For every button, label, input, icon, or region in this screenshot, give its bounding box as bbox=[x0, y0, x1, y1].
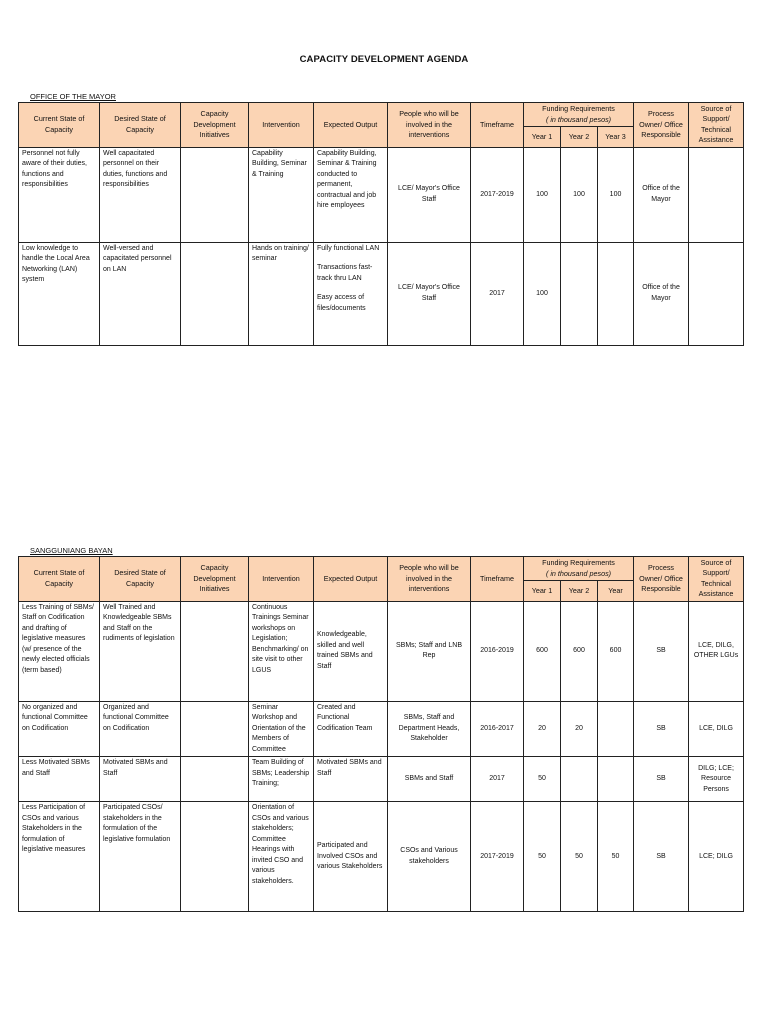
header-funding-sub: ( in thousand pesos) bbox=[545, 568, 612, 578]
cell-output bbox=[314, 802, 388, 912]
table-row bbox=[19, 701, 744, 757]
cell-year2: 100 bbox=[561, 147, 598, 242]
table-row bbox=[19, 242, 744, 345]
header-intervention: Intervention bbox=[249, 103, 314, 148]
header-expected-output: Expected Output bbox=[314, 557, 388, 602]
header-expected-output: Expected Output bbox=[314, 103, 388, 148]
header-people: People who will be involved in the interventions bbox=[388, 557, 471, 602]
header-process-owner: Process Owner/ Office Responsible bbox=[634, 557, 689, 602]
cell-year1: 600 bbox=[524, 601, 561, 701]
header-timeframe: Timeframe bbox=[471, 557, 524, 602]
cell-initiatives bbox=[181, 802, 249, 912]
header-funding bbox=[524, 557, 634, 581]
header-funding-label: Funding Requirements bbox=[542, 558, 615, 568]
header-source-support: Source of Support/ Technical Assistance bbox=[689, 103, 744, 148]
header-year1: Year 1 bbox=[524, 127, 561, 147]
cell-support bbox=[689, 242, 744, 345]
header-timeframe: Timeframe bbox=[471, 103, 524, 148]
header-desired-state: Desired State of Capacity bbox=[100, 103, 181, 148]
cell-intervention: Seminar Workshop and Orientation of the Members of Committee bbox=[249, 701, 314, 757]
cell-year3 bbox=[598, 701, 634, 757]
agenda-table-sangguniang bbox=[18, 556, 744, 912]
cell-current: Less Motivated SBMs and Staff bbox=[19, 757, 100, 802]
cell-initiatives bbox=[181, 757, 249, 802]
document-title: CAPACITY DEVELOPMENT AGENDA bbox=[299, 54, 469, 65]
cell-year3 bbox=[598, 242, 634, 345]
output-line: Transactions fast-track thru LAN bbox=[317, 264, 373, 282]
cell-current: Low knowledge to handle the Local Area Networking (LAN) system bbox=[19, 242, 100, 345]
cell-desired: Motivated SBMs and Staff bbox=[100, 757, 181, 802]
cell-output bbox=[314, 757, 388, 802]
section-label-mayor: OFFICE OF THE MAYOR bbox=[30, 92, 116, 101]
cell-timeframe: 2017 bbox=[471, 242, 524, 345]
cell-intervention: Orientation of CSOs and various stakeholders; Committee Hearings with invited CSO and various stakeholders. bbox=[249, 802, 314, 912]
cell-owner: SB bbox=[634, 757, 689, 802]
header-year3: Year 3 bbox=[598, 127, 634, 147]
table-row bbox=[19, 601, 744, 701]
cell-timeframe: 2016-2017 bbox=[471, 701, 524, 757]
cell-desired: Well-versed and capacitated personnel on LAN bbox=[100, 242, 181, 345]
cell-intervention: Capability Building, Seminar & Training bbox=[249, 147, 314, 242]
cell-year2 bbox=[561, 757, 598, 802]
header-funding-sub: ( in thousand pesos) bbox=[545, 114, 612, 124]
cell-year2: 20 bbox=[561, 701, 598, 757]
cell-owner: SB bbox=[634, 701, 689, 757]
cell-people: SBMs, Staff and Department Heads, Stakeholder bbox=[388, 701, 471, 757]
cell-year1: 20 bbox=[524, 701, 561, 757]
header-current-state: Current State of Capacity bbox=[19, 103, 100, 148]
cell-year1: 50 bbox=[524, 757, 561, 802]
cell-desired: Organized and functional Committee on Codification bbox=[100, 701, 181, 757]
cell-output bbox=[314, 242, 388, 345]
cell-timeframe: 2016-2019 bbox=[471, 601, 524, 701]
cell-year3 bbox=[598, 757, 634, 802]
cell-initiatives bbox=[181, 147, 249, 242]
cell-current: No organized and functional Committee on Codification bbox=[19, 701, 100, 757]
cell-year3: 100 bbox=[598, 147, 634, 242]
header-initiatives: Capacity Development Initiatives bbox=[181, 557, 249, 602]
cell-intervention: Team Building of SBMs; Leadership Training; bbox=[249, 757, 314, 802]
cell-year1: 100 bbox=[524, 242, 561, 345]
cell-initiatives bbox=[181, 701, 249, 757]
cell-support: LCE, DILG, OTHER LGUs bbox=[689, 601, 744, 701]
cell-support: LCE; DILG bbox=[689, 802, 744, 912]
table-row bbox=[19, 757, 744, 802]
cell-desired: Well capacitated personnel on their duties, functions and responsibilities bbox=[100, 147, 181, 242]
header-funding bbox=[524, 103, 634, 127]
cell-owner: Office of the Mayor bbox=[634, 242, 689, 345]
cell-owner: SB bbox=[634, 601, 689, 701]
cell-owner: Office of the Mayor bbox=[634, 147, 689, 242]
output-line: Capability Building, Seminar & Training conducted to permanent, contractual and job hire employees bbox=[317, 149, 377, 210]
cell-people: SBMs; Staff and LNB Rep bbox=[388, 601, 471, 701]
output-line: Easy access of files/documents bbox=[317, 294, 366, 312]
cell-year1: 100 bbox=[524, 147, 561, 242]
header-initiatives: Capacity Development Initiatives bbox=[181, 103, 249, 148]
cell-desired: Participated CSOs/ stakeholders in the formulation of the legislative formulation bbox=[100, 802, 181, 912]
cell-timeframe: 2017-2019 bbox=[471, 802, 524, 912]
cell-output bbox=[314, 601, 388, 701]
output-line: Participated and Involved CSOs and various Stakeholders bbox=[317, 842, 383, 870]
header-year3: Year bbox=[598, 581, 634, 601]
cell-support: LCE, DILG bbox=[689, 701, 744, 757]
cell-people: SBMs and Staff bbox=[388, 757, 471, 802]
cell-year2 bbox=[561, 242, 598, 345]
cell-current: Less Participation of CSOs and various Stakeholders in the formulation of legislative measures bbox=[19, 802, 100, 912]
header-year2: Year 2 bbox=[561, 127, 598, 147]
cell-year3: 50 bbox=[598, 802, 634, 912]
header-desired-state: Desired State of Capacity bbox=[100, 557, 181, 602]
output-line: Fully functional LAN bbox=[317, 244, 380, 252]
header-source-support: Source of Support/ Technical Assistance bbox=[689, 557, 744, 602]
cell-people: LCE/ Mayor's Office Staff bbox=[388, 147, 471, 242]
output-line: Motivated SBMs and Staff bbox=[317, 759, 382, 777]
cell-year2: 50 bbox=[561, 802, 598, 912]
cell-desired: Well Trained and Knowledgeable SBMs and Staff on the rudiments of legislation bbox=[100, 601, 181, 701]
cell-people: CSOs and Various stakeholders bbox=[388, 802, 471, 912]
cell-timeframe: 2017 bbox=[471, 757, 524, 802]
cell-output bbox=[314, 701, 388, 757]
cell-people: LCE/ Mayor's Office Staff bbox=[388, 242, 471, 345]
cell-initiatives bbox=[181, 242, 249, 345]
cell-year3: 600 bbox=[598, 601, 634, 701]
agenda-table-mayor bbox=[18, 102, 744, 346]
header-current-state: Current State of Capacity bbox=[19, 557, 100, 602]
cell-current: Personnel not fully aware of their duties, functions and responsibilities bbox=[19, 147, 100, 242]
table-row bbox=[19, 802, 744, 912]
header-year1: Year 1 bbox=[524, 581, 561, 601]
cell-support bbox=[689, 147, 744, 242]
header-funding-label: Funding Requirements bbox=[542, 104, 615, 114]
cell-intervention: Hands on training/ seminar bbox=[249, 242, 314, 345]
section-label-sangguniang: SANGGUNIANG BAYAN bbox=[30, 546, 113, 555]
cell-year1: 50 bbox=[524, 802, 561, 912]
output-line: Knowledgeable, skilled and well trained SBMs and Staff bbox=[317, 631, 373, 670]
header-process-owner: Process Owner/ Office Responsible bbox=[634, 103, 689, 148]
header-year2: Year 2 bbox=[561, 581, 598, 601]
output-line: Created and Functional Codification Team bbox=[317, 703, 373, 732]
cell-intervention: Continuous Trainings Seminar workshops on Legislation; Benchmarking/ on site visit to other LGUS bbox=[249, 601, 314, 701]
cell-timeframe: 2017-2019 bbox=[471, 147, 524, 242]
cell-support: DILG; LCE; Resource Persons bbox=[689, 757, 744, 802]
table-row bbox=[19, 147, 744, 242]
header-people: People who will be involved in the interventions bbox=[388, 103, 471, 148]
cell-output bbox=[314, 147, 388, 242]
header-intervention: Intervention bbox=[249, 557, 314, 602]
cell-current: Less Training of SBMs/ Staff on Codification and drafting of legislative measures (w/ presence of the newly elected officials (term based) bbox=[19, 601, 100, 701]
cell-initiatives bbox=[181, 601, 249, 701]
cell-year2: 600 bbox=[561, 601, 598, 701]
cell-owner: SB bbox=[634, 802, 689, 912]
